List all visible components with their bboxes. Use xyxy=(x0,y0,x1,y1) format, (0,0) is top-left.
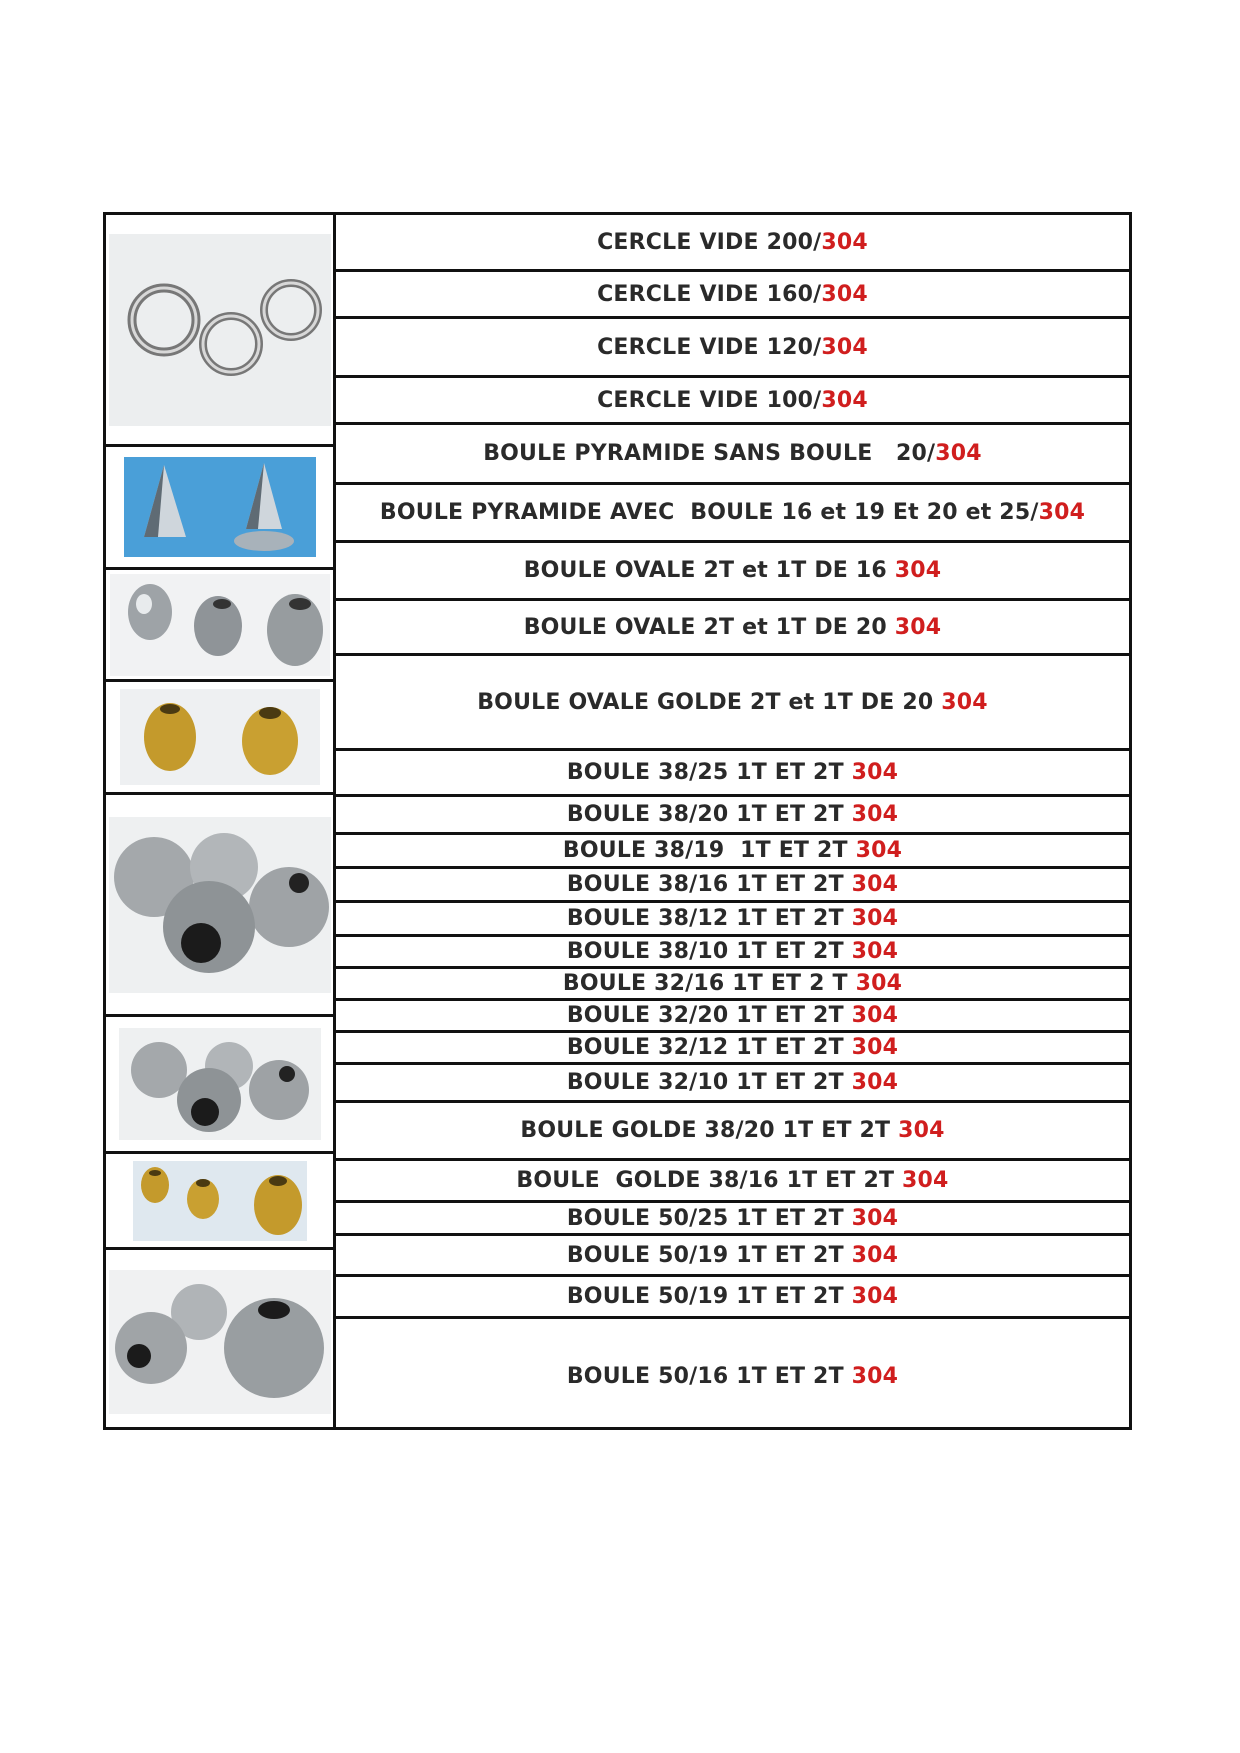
product-label: CERCLE VIDE 160/ xyxy=(597,281,822,307)
steel-grade: 304 xyxy=(894,614,942,640)
image-cell-balls-32 xyxy=(106,1017,333,1154)
table-row xyxy=(336,835,1129,869)
product-label: BOULE PYRAMIDE SANS BOULE 20/ xyxy=(483,441,936,466)
steel-grade: 304 xyxy=(855,838,903,863)
product-label: BOULE 38/25 1T ET 2T xyxy=(566,760,852,785)
product-label: BOULE GOLDE 38/20 1T ET 2T xyxy=(520,1118,899,1143)
image-cell-rings xyxy=(106,215,333,447)
product-label: BOULE 32/20 1T ET 2T xyxy=(566,1003,852,1028)
steel-grade: 304 xyxy=(851,1070,899,1095)
steel-grade: 304 xyxy=(941,689,988,715)
product-label: BOULE 32/16 1T ET 2 T xyxy=(562,971,856,996)
steel-grade: 304 xyxy=(935,441,982,466)
product-label: BOULE OVALE 2T et 1T DE 20 xyxy=(523,614,895,640)
table-row xyxy=(336,601,1129,656)
product-label: CERCLE VIDE 200/ xyxy=(597,229,822,255)
image-cell-balls-50 xyxy=(106,1250,333,1433)
table-row xyxy=(336,969,1129,1001)
product-label: BOULE 38/12 1T ET 2T xyxy=(566,906,852,931)
steel-grade: 304 xyxy=(902,1168,949,1193)
cones-photo xyxy=(124,457,316,557)
table-row xyxy=(336,869,1129,903)
table-row xyxy=(336,1277,1129,1319)
product-label: BOULE 32/12 1T ET 2T xyxy=(566,1035,852,1060)
product-label: BOULE OVALE 2T et 1T DE 16 xyxy=(523,558,895,583)
image-cell-balls-38 xyxy=(106,795,333,1017)
gold-balls-photo xyxy=(133,1161,307,1241)
steel-grade: 304 xyxy=(821,387,868,413)
table-row xyxy=(336,656,1129,751)
product-label: BOULE 38/16 1T ET 2T xyxy=(566,872,852,897)
product-label: CERCLE VIDE 120/ xyxy=(597,334,822,360)
table-row xyxy=(336,903,1129,937)
steel-grade: 304 xyxy=(821,334,868,360)
table-row xyxy=(336,1203,1129,1236)
product-label: BOULE 32/10 1T ET 2T xyxy=(566,1070,852,1095)
steel-grade: 304 xyxy=(851,760,899,785)
product-label: BOULE 50/19 1T ET 2T xyxy=(566,1284,852,1309)
table-row xyxy=(336,272,1129,319)
description-column xyxy=(336,215,1129,1427)
product-label: BOULE OVALE GOLDE 2T et 1T DE 20 xyxy=(477,689,942,715)
steel-grade: 304 xyxy=(851,872,899,897)
steel-grade: 304 xyxy=(851,802,899,827)
table-row xyxy=(336,543,1129,601)
steel-grade: 304 xyxy=(851,1242,899,1268)
table-row xyxy=(336,1065,1129,1103)
table-row xyxy=(336,485,1129,543)
balls-32-photo xyxy=(119,1028,321,1140)
product-label: BOULE 50/16 1T ET 2T xyxy=(566,1363,852,1389)
product-label: BOULE PYRAMIDE AVEC BOULE 16 et 19 Et 20 et 25/ xyxy=(379,500,1039,525)
steel-grade: 304 xyxy=(851,1035,899,1060)
image-cell-cones xyxy=(106,447,333,570)
product-label: BOULE 50/25 1T ET 2T xyxy=(566,1205,852,1231)
table-row xyxy=(336,1033,1129,1065)
image-column xyxy=(106,215,336,1427)
table-row xyxy=(336,1319,1129,1433)
steel-grade: 304 xyxy=(898,1118,945,1143)
product-label: BOULE 38/20 1T ET 2T xyxy=(566,802,852,827)
table-row xyxy=(336,1161,1129,1203)
table-row xyxy=(336,425,1129,485)
table-row xyxy=(336,319,1129,378)
steel-grade: 304 xyxy=(851,1003,899,1028)
steel-grade: 304 xyxy=(851,1363,899,1389)
table-row xyxy=(336,378,1129,425)
steel-grade: 304 xyxy=(1038,500,1086,525)
table-row xyxy=(336,1236,1129,1277)
steel-grade: 304 xyxy=(851,906,899,931)
balls-50-photo xyxy=(109,1270,331,1414)
image-cell-gold-oval xyxy=(106,682,333,795)
balls-38-photo xyxy=(109,817,331,993)
product-label: BOULE 50/19 1T ET 2T xyxy=(566,1242,852,1268)
steel-grade: 304 xyxy=(851,1205,899,1231)
steel-grade: 304 xyxy=(821,229,868,255)
steel-grade: 304 xyxy=(851,1284,899,1309)
table-row xyxy=(336,937,1129,969)
product-label: BOULE 38/19 1T ET 2T xyxy=(562,838,856,863)
product-table xyxy=(103,212,1132,1430)
steel-grade: 304 xyxy=(894,558,942,583)
steel-grade: 304 xyxy=(821,281,868,307)
table-row xyxy=(336,1103,1129,1161)
image-cell-gold-balls xyxy=(106,1154,333,1250)
oval-balls-photo xyxy=(110,574,330,676)
gold-oval-photo xyxy=(120,689,320,785)
table-row xyxy=(336,797,1129,835)
table-row xyxy=(336,751,1129,797)
table-row xyxy=(336,215,1129,272)
steel-grade: 304 xyxy=(851,939,899,964)
product-label: CERCLE VIDE 100/ xyxy=(597,387,822,413)
steel-grade: 304 xyxy=(855,971,903,996)
product-label: BOULE GOLDE 38/16 1T ET 2T xyxy=(516,1168,903,1193)
image-cell-oval xyxy=(106,570,333,682)
rings-photo xyxy=(109,234,331,426)
product-label: BOULE 38/10 1T ET 2T xyxy=(566,939,852,964)
table-row xyxy=(336,1001,1129,1033)
